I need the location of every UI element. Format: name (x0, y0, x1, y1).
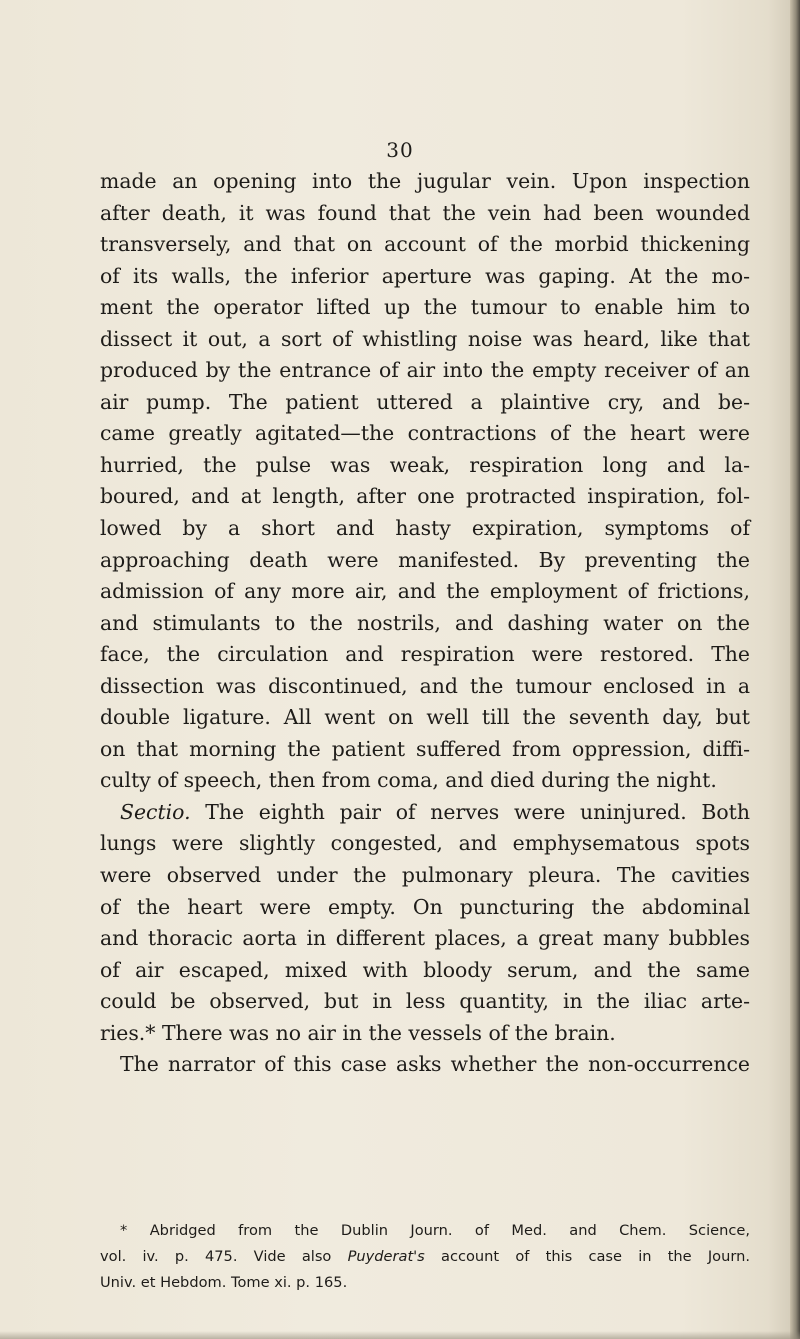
text-line: were observed under the pulmonary pleura. The cavities (100, 863, 750, 888)
text-line: of the heart were empty. On puncturing the abdominal (100, 894, 750, 919)
text-line: on that morning the patient suffered from oppression, diffi- (100, 736, 750, 761)
text-line: double ligature. All went on well till the seventh day, but (100, 705, 750, 730)
text-line: face, the circulation and respiration were restored. The (100, 642, 750, 667)
page-edge-shadow (790, 0, 800, 1339)
text-line: and stimulants to the nostrils, and dashing water on the (100, 610, 750, 635)
text-line: came greatly agitated—the contractions of the heart were (100, 421, 750, 446)
text-line: produced by the entrance of air into the empty receiver of an (100, 358, 750, 383)
text-line: approaching death were manifested. By preventing the (100, 547, 750, 572)
footnote-italic: Puyderat's (347, 1248, 425, 1265)
text-line: after death, it was found that the vein had been wounded (100, 200, 750, 225)
footnote-line (100, 1244, 750, 1270)
text-line: air pump. The patient uttered a plaintive cry, and be- (100, 389, 750, 414)
footnote-line: Univ. et Hebdom. Tome xi. p. 165. (100, 1274, 348, 1291)
footnote-text: vol. iv. p. 475. Vide also (100, 1248, 348, 1265)
text-line: could be observed, but in less quantity, in the iliac arte- (100, 989, 750, 1014)
page-number: 30 (386, 138, 414, 162)
text-line: and thoracic aorta in different places, a great many bubbles (100, 926, 750, 951)
sectio-heading: Sectio. (120, 799, 191, 824)
text-line: hurried, the pulse was weak, respiration long and la- (100, 452, 750, 477)
text-line: transversely, and that on account of the morbid thickening (100, 232, 750, 257)
text-line: lowed by a short and hasty expiration, symptoms of (100, 516, 750, 541)
footnote (100, 1218, 750, 1296)
sectio-text: The eighth pair of nerves were uninjured. Both (190, 799, 750, 824)
footnote-line: * Abridged from the Dublin Journ. of Med. and Chem. Science, (120, 1222, 750, 1239)
text-line: of its walls, the inferior aperture was gaping. At the mo- (100, 263, 750, 288)
text-line: ries.* There was no air in the vessels of the brain. (100, 1020, 616, 1045)
body-text (100, 166, 750, 1081)
text-line: dissect it out, a sort of whistling noise was heard, like that (100, 326, 750, 351)
text-line: lungs were slightly congested, and emphysematous spots (100, 831, 750, 856)
text-line: of air escaped, mixed with bloody serum, and the same (100, 957, 750, 982)
footnote-text: account of this case in the Journ. (424, 1248, 750, 1265)
text-line: made an opening into the jugular vein. Upon inspection (100, 169, 750, 193)
text-line: dissection was discontinued, and the tumour enclosed in a (100, 673, 750, 698)
text-line: boured, and at length, after one protracted inspiration, fol- (100, 484, 750, 509)
text-line: admission of any more air, and the employment of frictions, (100, 579, 750, 604)
text-line: culty of speech, then from coma, and died during the night. (100, 768, 717, 793)
sectio-line (100, 797, 750, 829)
narrator-line: The narrator of this case asks whether the non-occurrence (120, 1052, 750, 1077)
text-line: ment the operator lifted up the tumour to enable him to (100, 295, 750, 320)
page-bottom-shadow (0, 1331, 800, 1339)
